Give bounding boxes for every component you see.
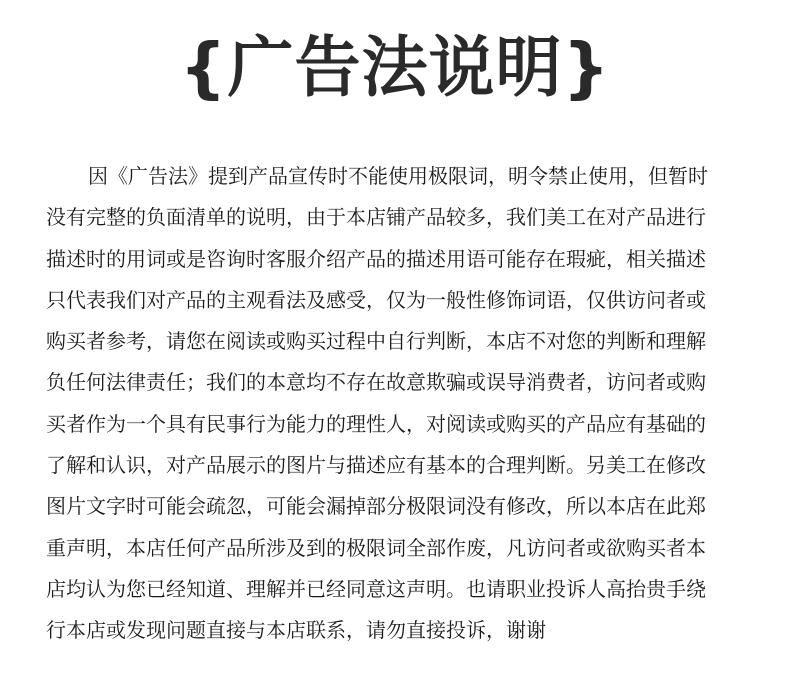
notice-line-3: 描述时的用词或是咨询时客服介绍产品的描述用语可能存在瑕疵，相关描述	[46, 246, 706, 271]
notice-line-2: 没有完整的负面清单的说明，由于本店铺产品较多，我们美工在对产品进行	[46, 205, 706, 230]
notice-line-7: 买者作为一个具有民事行为能力的理性人，对阅读或购买的产品应有基础的	[46, 411, 706, 436]
notice-line-8: 了解和认识，对产品展示的图片与描述应有基本的合理判断。另美工在修改	[46, 453, 706, 478]
notice-line-12: 行本店或发现问题直接与本店联系，请勿直接投诉，谢谢	[46, 618, 546, 643]
notice-title: {广告法说明}	[179, 29, 611, 106]
notice-line-6: 负任何法律责任；我们的本意均不存在故意欺骗或误导消费者，访问者或购	[46, 370, 706, 395]
notice-line-4: 只代表我们对产品的主观看法及感受，仅为一般性修饰词语，仅供访问者或	[46, 287, 706, 312]
notice-line-5: 购买者参考，请您在阅读或购买过程中自行判断，本店不对您的判断和理解	[46, 329, 706, 354]
notice-body	[46, 156, 746, 652]
notice-line-11: 店均认为您已经知道、理解并已经同意这声明。也请职业投诉人高抬贵手绕	[46, 576, 706, 601]
notice-line-9: 图片文字时可能会疏忽，可能会漏掉部分极限词没有修改，所以本店在此郑	[46, 494, 706, 519]
notice-line-1: 因《广告法》提到产品宣传时不能使用极限词，明令禁止使用，但暂时	[88, 164, 708, 188]
notice-line-10: 重声明，本店任何产品所涉及到的极限词全部作废，凡访问者或欲购买者本	[46, 535, 706, 560]
